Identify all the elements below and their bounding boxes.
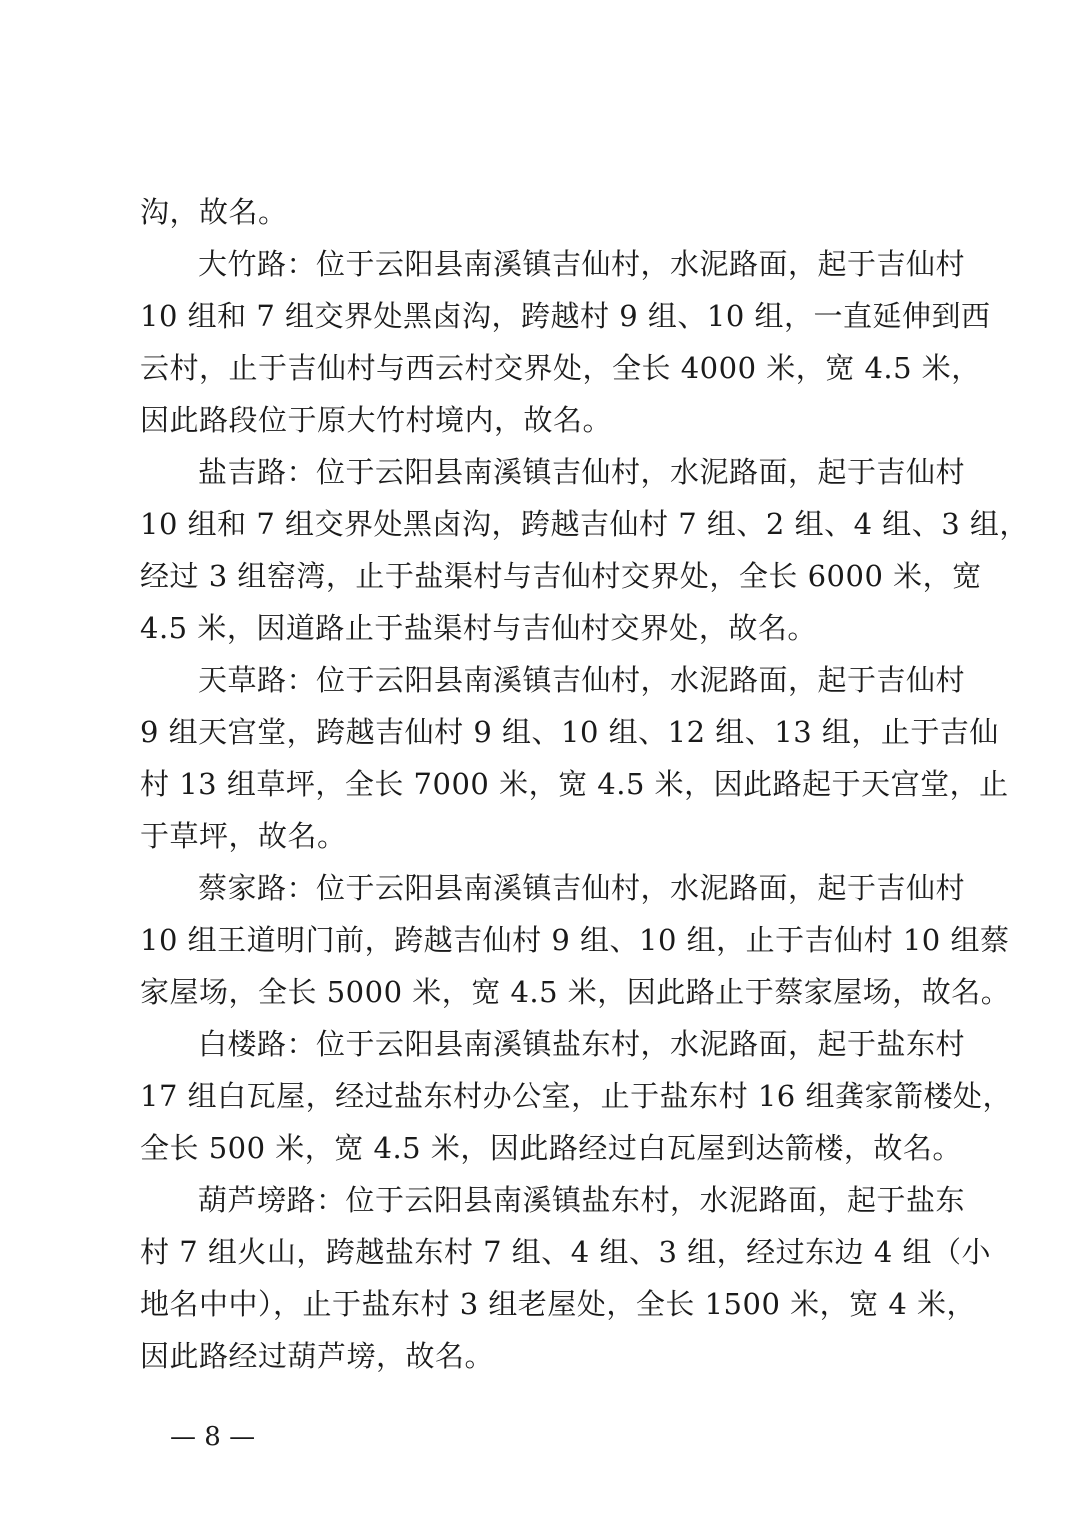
- text-line: 因此路经过葫芦塝，故名。: [140, 1339, 495, 1373]
- text-line: 10 组和 7 组交界处黑卤沟，跨越村 9 组、10 组，一直延伸到西: [140, 299, 991, 333]
- text-line: 全长 500 米，宽 4.5 米，因此路经过白瓦屋到达箭楼，故名。: [140, 1131, 962, 1165]
- text-line: 17 组白瓦屋，经过盐东村办公室，止于盐东村 16 组龚家箭楼处，: [140, 1079, 1012, 1113]
- text-line: 因此路段位于原大竹村境内，故名。: [140, 403, 613, 437]
- paragraph-hulubang-road: 葫芦塝路：位于云阳县南溪镇盐东村，水泥路面，起于盐东: [198, 1183, 966, 1217]
- text-line: 沟，故名。: [140, 195, 288, 229]
- page-number: — 8 —: [170, 1422, 256, 1452]
- text-line: 家屋场，全长 5000 米，宽 4.5 米，因此路止于蔡家屋场，故名。: [140, 975, 1011, 1009]
- text-line: 4.5 米，因道路止于盐渠村与吉仙村交界处，故名。: [140, 611, 817, 645]
- text-line: 地名中中），止于盐东村 3 组老屋处，全长 1500 米，宽 4 米，: [140, 1287, 977, 1321]
- paragraph-tiancao-road: 天草路：位于云阳县南溪镇吉仙村，水泥路面，起于吉仙村: [198, 663, 966, 697]
- text-line: 10 组和 7 组交界处黑卤沟，跨越吉仙村 7 组、2 组、4 组、3 组，: [140, 507, 1029, 541]
- text-line: 10 组王道明门前，跨越吉仙村 9 组、10 组，止于吉仙村 10 组蔡: [140, 923, 1010, 957]
- text-line: 9 组天宫堂，跨越吉仙村 9 组、10 组、12 组、13 组，止于吉仙: [140, 715, 999, 749]
- paragraph-dazhu-road: 大竹路：位于云阳县南溪镇吉仙村，水泥路面，起于吉仙村: [198, 247, 966, 281]
- text-line: 经过 3 组窑湾，止于盐渠村与吉仙村交界处，全长 6000 米，宽: [140, 559, 982, 593]
- paragraph-caijia-road: 蔡家路：位于云阳县南溪镇吉仙村，水泥路面，起于吉仙村: [198, 871, 966, 905]
- paragraph-bailou-road: 白楼路：位于云阳县南溪镇盐东村，水泥路面，起于盐东村: [198, 1027, 966, 1061]
- paragraph-yanji-road: 盐吉路：位于云阳县南溪镇吉仙村，水泥路面，起于吉仙村: [198, 455, 966, 489]
- text-line: 村 13 组草坪，全长 7000 米，宽 4.5 米，因此路起于天宫堂，止: [140, 767, 1009, 801]
- text-line: 村 7 组火山，跨越盐东村 7 组、4 组、3 组，经过东边 4 组（小: [140, 1235, 992, 1269]
- text-line: 云村，止于吉仙村与西云村交界处，全长 4000 米，宽 4.5 米，: [140, 351, 981, 385]
- text-line: 于草坪，故名。: [140, 819, 347, 853]
